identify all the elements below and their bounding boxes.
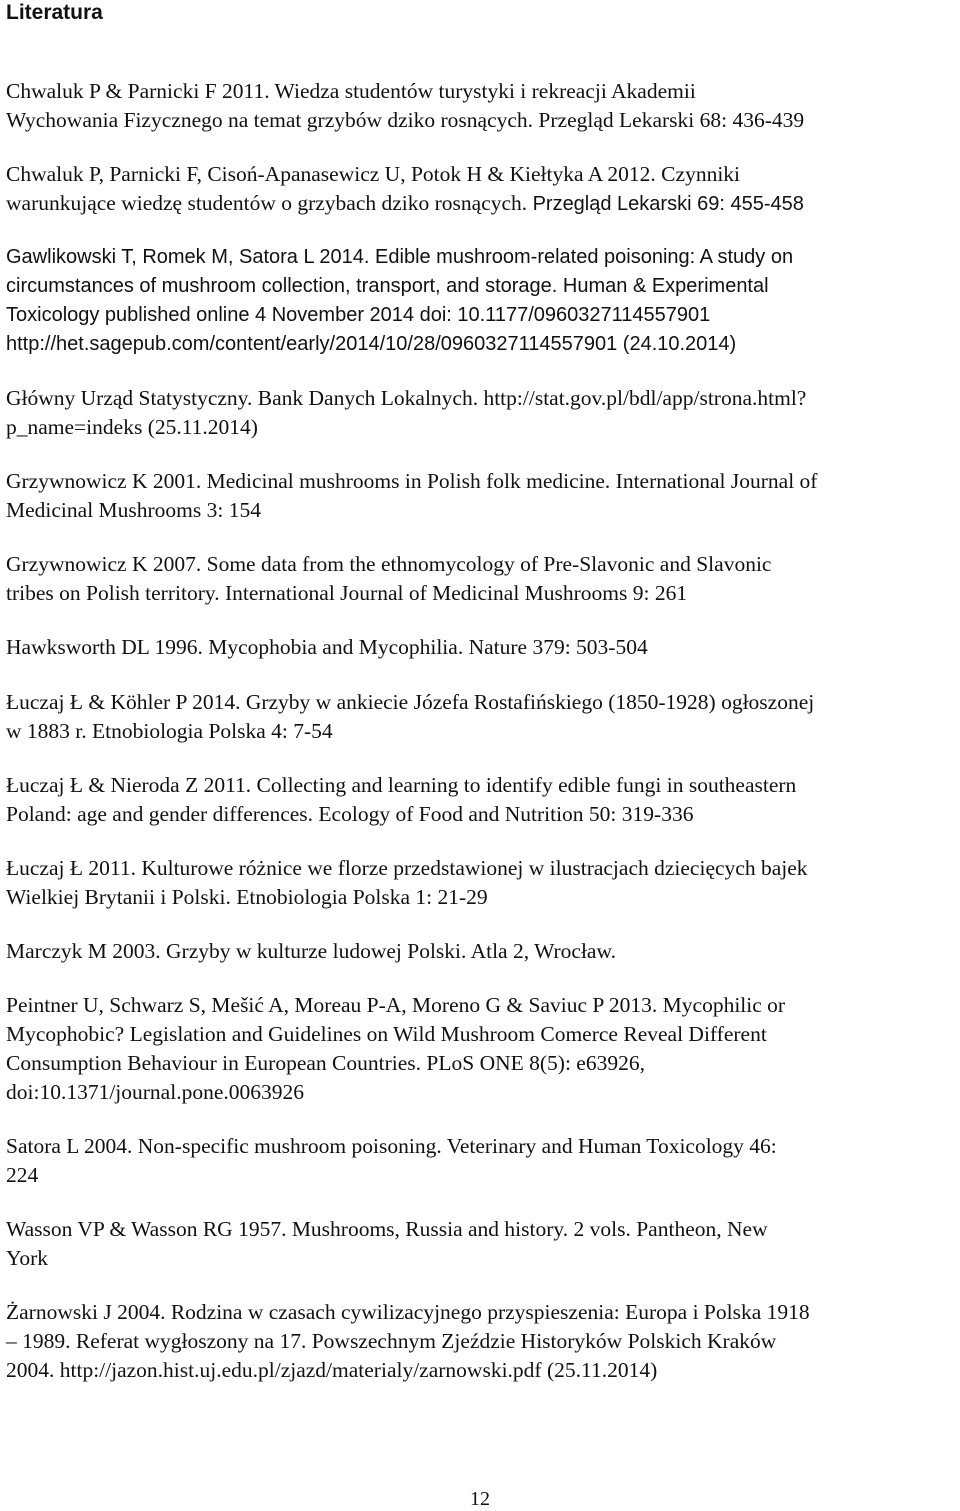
reference-line: York	[6, 1246, 49, 1270]
section-heading: Literatura	[6, 1, 103, 24]
reference-line: Hawksworth DL 1996. Mycophobia and Mycophilia. Nature 379: 503-504	[6, 635, 648, 659]
reference-line: Chwaluk P, Parnicki F, Cisoń-Apanasewicz U, Potok H & Kiełtyka A 2012. Czynniki	[6, 162, 741, 186]
reference-line: Marczyk M 2003. Grzyby w kulturze ludowej Polski. Atla 2, Wrocław.	[6, 939, 616, 963]
reference-line: warunkujące wiedzę studentów o grzybach dziko rosnących. Przegląd Lekarski 69: 455-458	[6, 191, 804, 215]
reference-line: Peintner U, Schwarz S, Mešić A, Moreau P-A, Moreno G & Saviuc P 2013. Mycophilic or	[6, 993, 786, 1017]
reference-line: Mycophobic? Legislation and Guidelines on Wild Mushroom Comerce Reveal Different	[6, 1022, 767, 1046]
reference-line: doi:10.1371/journal.pone.0063926	[6, 1080, 304, 1104]
reference-line: – 1989. Referat wygłoszony na 17. Powszechnym Zjeździe Historyków Polskich Kraków	[6, 1329, 777, 1353]
reference-line: w 1883 r. Etnobiologia Polska 4: 7-54	[6, 719, 333, 743]
reference-line: Grzywnowicz K 2007. Some data from the ethnomycology of Pre-Slavonic and Slavonic	[6, 552, 772, 576]
reference-line: Żarnowski J 2004. Rodzina w czasach cywilizacyjnego przyspieszenia: Europa i Polska 1918	[6, 1300, 810, 1324]
reference-line: circumstances of mushroom collection, transport, and storage. Human & Experimental	[6, 275, 769, 297]
reference-line: Medicinal Mushrooms 3: 154	[6, 498, 261, 522]
reference-line: Wielkiej Brytanii i Polski. Etnobiologia Polska 1: 21-29	[6, 885, 488, 909]
reference-line: Poland: age and gender differences. Ecology of Food and Nutrition 50: 319-336	[6, 802, 694, 826]
page-number: 12	[470, 1488, 490, 1510]
reference-line: Grzywnowicz K 2001. Medicinal mushrooms in Polish folk medicine. International Journal of	[6, 469, 818, 493]
reference-line: Główny Urząd Statystyczny. Bank Danych Lokalnych. http://stat.gov.pl/bdl/app/strona.html?	[6, 386, 807, 410]
reference-line: Łuczaj Ł & Nieroda Z 2011. Collecting and learning to identify edible fungi in southeastern	[6, 773, 797, 797]
reference-line: Łuczaj Ł 2011. Kulturowe różnice we florze przedstawionej w ilustracjach dziecięcych bajek	[6, 856, 808, 880]
reference-line: Chwaluk P & Parnicki F 2011. Wiedza studentów turystyki i rekreacji Akademii	[6, 79, 696, 103]
reference-line: Gawlikowski T, Romek M, Satora L 2014. Edible mushroom-related poisoning: A study on	[6, 246, 794, 268]
reference-line: Łuczaj Ł & Köhler P 2014. Grzyby w ankiecie Józefa Rostafińskiego (1850-1928) ogłoszonej	[6, 690, 815, 714]
reference-line: p_name=indeks (25.11.2014)	[6, 415, 258, 439]
reference-line: Toxicology published online 4 November 2014 doi: 10.1177/0960327114557901	[6, 304, 711, 326]
reference-line: Wychowania Fizycznego na temat grzybów dziko rosnących. Przegląd Lekarski 68: 436-439	[6, 108, 805, 132]
reference-line: http://het.sagepub.com/content/early/2014/10/28/0960327114557901 (24.10.2014)	[6, 333, 737, 355]
reference-line: Consumption Behaviour in European Countries. PLoS ONE 8(5): e63926,	[6, 1051, 645, 1075]
reference-line: 2004. http://jazon.hist.uj.edu.pl/zjazd/materialy/zarnowski.pdf (25.11.2014)	[6, 1358, 658, 1382]
reference-line: Wasson VP & Wasson RG 1957. Mushrooms, Russia and history. 2 vols. Pantheon, New	[6, 1217, 768, 1241]
reference-line: Satora L 2004. Non-specific mushroom poisoning. Veterinary and Human Toxicology 46:	[6, 1134, 777, 1158]
reference-line: tribes on Polish territory. International Journal of Medicinal Mushrooms 9: 261	[6, 581, 688, 605]
reference-line: 224	[6, 1163, 39, 1187]
